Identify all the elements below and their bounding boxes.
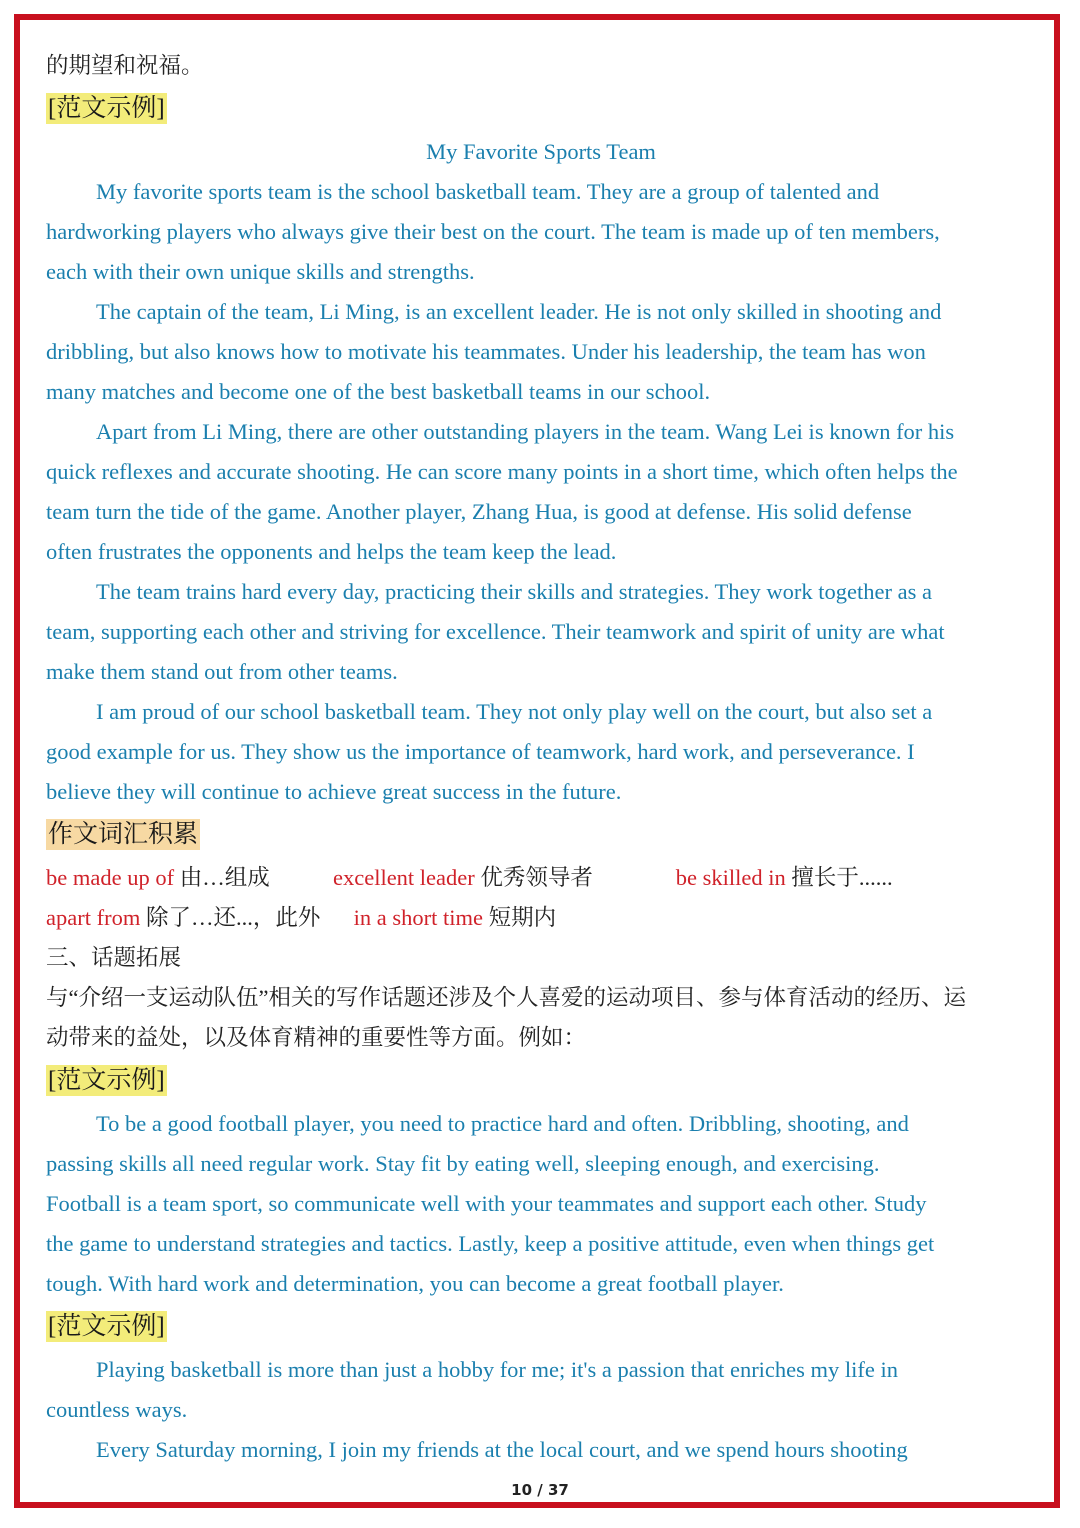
essay-text-line: the game to understand strategies and tactics. Lastly, keep a positive attitude, even when things get: [46, 1231, 935, 1256]
essay-text-line: To be a good football player, you need to practice hard and often. Dribbling, shooting, and: [96, 1111, 909, 1136]
sample-tag: [范文示例]: [48, 1067, 165, 1094]
document-content: [46, 46, 1036, 1470]
essay-text-line: Every Saturday morning, I join my friends at the local court, and we spend hours shooting: [96, 1437, 908, 1462]
vocab-phrase-en: be skilled in: [675, 865, 786, 890]
essay-text-line: many matches and become one of the best basketball teams in our school.: [46, 379, 711, 404]
vocab-tag-row: [46, 812, 1036, 858]
vocab-tag: 作文词汇积累: [48, 821, 199, 848]
sample2-body: [46, 1104, 1036, 1304]
vocab-phrase-zh: 由…组成: [179, 865, 270, 890]
topic-text-line: 动带来的益处，以及体育精神的重要性等方面。例如：: [46, 1025, 587, 1050]
essay-text-line: team, supporting each other and striving for excellence. Their teamwork and spirit of unity are what: [46, 619, 945, 644]
vocab-row-2: [46, 898, 1036, 938]
essay-text-line: quick reflexes and accurate shooting. He can score many points in a short time, which often helps the: [46, 459, 958, 484]
vocab-phrase-zh: 优秀领导者: [480, 865, 593, 890]
sample3-body: [46, 1350, 1036, 1470]
essay-text-line: I am proud of our school basketball team. They not only play well on the court, but also set a: [96, 699, 933, 724]
sample-tag: [范文示例]: [48, 95, 165, 122]
essay-text-line: each with their own unique skills and strengths.: [46, 259, 475, 284]
essay-text-line: countless ways.: [46, 1397, 188, 1422]
vocab-phrase-zh: 擅长于......: [791, 865, 893, 890]
essay-text-line: believe they will continue to achieve great success in the future.: [46, 779, 622, 804]
vocab-phrase-zh: 短期内: [488, 905, 557, 930]
essay-text-line: make them stand out from other teams.: [46, 659, 398, 684]
sample-tag-row: [46, 1304, 1036, 1350]
essay-text-line: team turn the tide of the game. Another player, Zhang Hua, is good at defense. His solid defense: [46, 499, 912, 524]
page-number: 10 / 37: [511, 1481, 569, 1499]
essay-text-line: often frustrates the opponents and helps the team keep the lead.: [46, 539, 617, 564]
essay-text-line: Football is a team sport, so communicate well with your teammates and support each other. Study: [46, 1191, 927, 1216]
essay-text-line: good example for us. They show us the importance of teamwork, hard work, and perseverance. I: [46, 739, 915, 764]
essay-text-line: Playing basketball is more than just a hobby for me; it's a passion that enriches my life in: [96, 1357, 899, 1382]
vocab-phrase-en: be made up of: [46, 865, 175, 890]
essay-text-line: My favorite sports team is the school basketball team. They are a group of talented and: [96, 179, 880, 204]
vocab-phrase-en: apart from: [46, 905, 141, 930]
intro-tail-text: 的期望和祝福。: [46, 53, 204, 78]
topic-text-line: 与“介绍一支运动队伍”相关的写作话题还涉及个人喜爱的运动项目、参与体育活动的经历、运: [46, 985, 966, 1010]
sample-tag-row: [46, 1058, 1036, 1104]
sample-tag: [范文示例]: [48, 1313, 165, 1340]
vocab-row-1: [46, 858, 1036, 898]
vocab-phrase-zh: 除了…还...，此外: [145, 905, 321, 930]
essay-text-line: The team trains hard every day, practicing their skills and strategies. They work together as a: [96, 579, 932, 604]
vocab-phrase-en: in a short time: [353, 905, 483, 930]
essay-text-line: dribbling, but also knows how to motivate his teammates. Under his leadership, the team has won: [46, 339, 926, 364]
essay-text-line: The captain of the team, Li Ming, is an excellent leader. He is not only skilled in shooting and: [96, 299, 942, 324]
sample-tag-row: [46, 86, 1036, 132]
essay-text-line: passing skills all need regular work. Stay fit by eating well, sleeping enough, and exercising.: [46, 1151, 880, 1176]
topic-heading: 三、话题拓展: [46, 945, 182, 970]
essay-text-line: Apart from Li Ming, there are other outstanding players in the team. Wang Lei is known for his: [96, 419, 955, 444]
essay-text-line: tough. With hard work and determination, you can become a great football player.: [46, 1271, 784, 1296]
vocab-phrase-en: excellent leader: [332, 865, 475, 890]
essay-text-line: hardworking players who always give their best on the court. The team is made up of ten members,: [46, 219, 940, 244]
essay-body: [46, 172, 1036, 812]
essay-title: My Favorite Sports Team: [426, 139, 656, 164]
